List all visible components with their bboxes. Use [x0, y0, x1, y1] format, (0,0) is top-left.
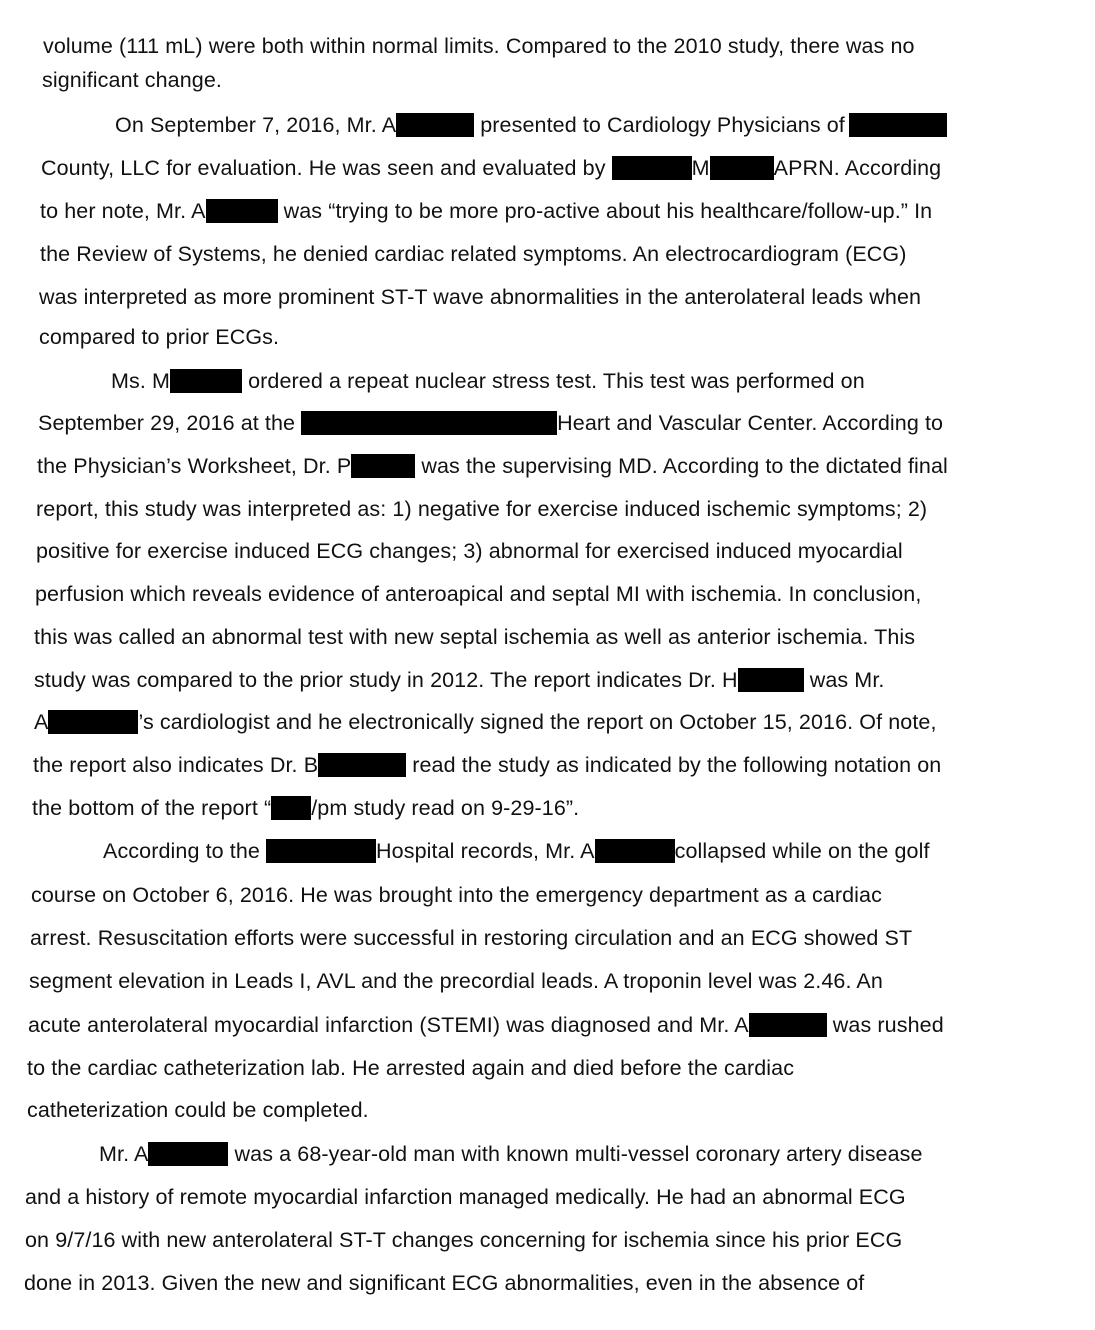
redaction-bar	[48, 710, 138, 734]
text-line	[39, 284, 921, 310]
text-run: Hospital records, Mr. A	[376, 839, 595, 863]
text-run: /pm study read on 9-29-16”.	[311, 796, 580, 820]
text-line	[29, 968, 883, 994]
text-line	[111, 368, 865, 394]
text-line	[30, 925, 912, 951]
text-line	[37, 453, 948, 479]
text-line	[40, 198, 932, 224]
text-run: collapsed while on the golf	[674, 839, 930, 863]
text-run: report, this study was interpreted as: 1) negative for exercise induced ischemic symptoms; 2)	[36, 497, 928, 521]
redaction-bar	[148, 1142, 228, 1166]
text-line	[33, 752, 941, 778]
text-run: study was compared to the prior study in 2012. The report indicates Dr. H	[34, 668, 738, 692]
text-run: APRN. According	[773, 156, 942, 180]
text-run: this was called an abnormal test with new septal ischemia as well as anterior ischemia. This	[34, 625, 916, 649]
text-run: the Review of Systems, he denied cardiac related symptoms. An electrocardiogram (ECG)	[40, 242, 907, 266]
text-run: to her note, Mr. A	[40, 199, 206, 223]
redaction-bar	[612, 156, 692, 180]
text-run: course on October 6, 2016. He was brought into the emergency department as a cardiac	[31, 883, 882, 907]
text-run: the report also indicates Dr. B	[33, 753, 319, 777]
text-run: done in 2013. Given the new and significant ECG abnormalities, even in the absence of	[24, 1271, 865, 1295]
text-run: was the supervising MD. According to the dictated final	[415, 454, 948, 478]
redaction-bar	[301, 411, 557, 435]
text-run: Ms. M	[111, 369, 171, 393]
text-run: On September 7, 2016, Mr. A	[115, 113, 397, 137]
text-line	[40, 241, 906, 267]
text-run: Mr. A	[99, 1142, 149, 1166]
text-run: read the study as indicated by the following notation on	[406, 753, 942, 777]
text-run: arrest. Resuscitation efforts were successful in restoring circulation and an ECG showed ST	[30, 926, 913, 950]
text-line	[25, 1227, 902, 1253]
text-run: segment elevation in Leads I, AVL and the precordial leads. A troponin level was 2.46. An	[29, 969, 883, 993]
text-run: the Physician’s Worksheet, Dr. P	[37, 454, 352, 478]
text-line	[32, 795, 579, 821]
redaction-bar	[206, 199, 278, 223]
text-run: A	[34, 710, 49, 734]
text-line	[25, 1184, 906, 1210]
text-run: ’s cardiologist and he electronically signed the report on October 15, 2016. Of note,	[138, 710, 937, 734]
text-run: M	[691, 156, 710, 180]
text-line	[43, 33, 915, 59]
text-run: was “trying to be more pro-active about his healthcare/follow-up.” In	[277, 199, 933, 223]
text-run: significant change.	[42, 68, 222, 92]
text-line	[27, 1055, 794, 1081]
text-line	[36, 496, 927, 522]
text-line	[31, 882, 882, 908]
text-run: positive for exercise induced ECG changes; 3) abnormal for exercised induced myocardial	[36, 539, 903, 563]
text-run: volume (111 mL) were both within normal limits. Compared to the 2010 study, there was no	[43, 34, 915, 58]
text-line	[99, 1141, 923, 1167]
text-run: presented to Cardiology Physicians of	[474, 113, 845, 137]
text-run: County, LLC for evaluation. He was seen and evaluated by	[41, 156, 612, 180]
text-line	[35, 581, 921, 607]
text-line	[103, 838, 930, 864]
text-line	[24, 1270, 864, 1296]
text-run: acute anterolateral myocardial infarction (STEMI) was diagnosed and Mr. A	[28, 1013, 749, 1037]
text-run: on 9/7/16 with new anterolateral ST-T changes concerning for ischemia since his prior ECG	[25, 1228, 903, 1252]
text-line	[28, 1012, 944, 1038]
redaction-bar	[170, 369, 242, 393]
text-line	[42, 67, 222, 93]
text-run: to the cardiac catheterization lab. He arrested again and died before the cardiac	[27, 1056, 795, 1080]
redaction-bar	[749, 1013, 827, 1037]
redaction-bar	[738, 668, 804, 692]
redaction-bar	[318, 753, 406, 777]
text-line	[34, 624, 915, 650]
text-run: the bottom of the report “	[32, 796, 272, 820]
text-run: Heart and Vascular Center. According to	[557, 411, 944, 435]
text-run: catheterization could be completed.	[27, 1098, 369, 1122]
text-line	[34, 667, 884, 693]
text-line	[27, 1097, 369, 1123]
redaction-bar	[396, 113, 474, 137]
text-run: was interpreted as more prominent ST-T wave abnormalities in the anterolateral leads when	[39, 285, 922, 309]
text-line	[39, 324, 279, 350]
text-line	[115, 112, 947, 138]
text-run: was a 68-year-old man with known multi-vessel coronary artery disease	[228, 1142, 923, 1166]
text-run: perfusion which reveals evidence of anteroapical and septal MI with ischemia. In conclusion,	[35, 582, 922, 606]
text-line	[34, 709, 937, 735]
text-run: ordered a repeat nuclear stress test. This test was performed on	[242, 369, 865, 393]
redaction-bar	[595, 839, 675, 863]
text-line	[41, 155, 941, 181]
redaction-bar	[266, 839, 376, 863]
text-run: and a history of remote myocardial infarction managed medically. He had an abnormal ECG	[25, 1185, 906, 1209]
text-run: was Mr.	[803, 668, 885, 692]
text-run: compared to prior ECGs.	[39, 325, 280, 349]
redaction-bar	[351, 454, 415, 478]
redaction-bar	[710, 156, 774, 180]
text-run: According to the	[103, 839, 267, 863]
text-run: was rushed	[826, 1013, 944, 1037]
text-line	[38, 410, 943, 436]
redaction-bar	[271, 796, 311, 820]
text-run: September 29, 2016 at the	[38, 411, 302, 435]
text-line	[36, 538, 903, 564]
redaction-bar	[849, 113, 947, 137]
